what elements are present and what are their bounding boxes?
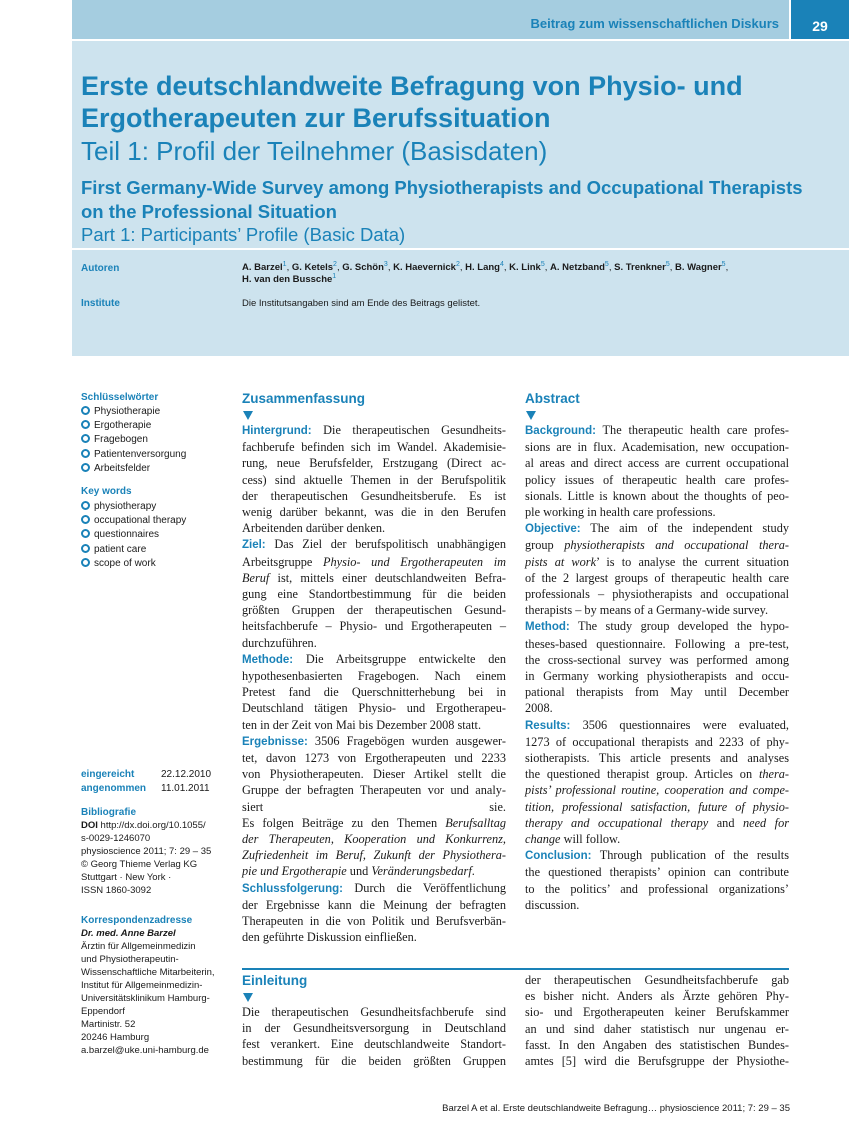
text-line xyxy=(525,864,789,880)
text-line xyxy=(525,831,789,847)
address-line: Wissenschaftliche Mitarbeiterin, xyxy=(81,967,215,978)
author-affiliation: 5 xyxy=(540,260,545,268)
doi-label: DOI xyxy=(81,820,98,831)
keyword-text: Fragebogen xyxy=(94,434,148,446)
author-name: G. Ketels xyxy=(291,262,334,273)
text-line xyxy=(525,554,789,570)
author-name: B. Wagner xyxy=(675,262,722,273)
body-text: cess) sind aktuelle Themen in der Berufspolitik xyxy=(242,472,506,487)
authors-list xyxy=(242,262,802,286)
text-line xyxy=(242,602,506,618)
body-text: the questioned therapist group. Articles on xyxy=(525,767,759,782)
italic-text: physiotherapists and occupational thera- xyxy=(564,538,789,553)
body-text: wenig darüber bekannt, was die in den Berufen xyxy=(242,505,506,520)
text-line xyxy=(242,700,506,716)
text-line: Die therapeutischen Gesundheitsfachberufe sind xyxy=(242,1005,506,1019)
keyword-text: Ergotherapie xyxy=(94,420,152,432)
body-text: Deutschland tätigen Physio- und Ergotherapeu- xyxy=(242,701,506,716)
bullet-icon xyxy=(81,529,90,538)
text-line xyxy=(242,536,506,553)
keyword-text: questionnaires xyxy=(94,529,160,541)
author-name: H. Lang xyxy=(465,262,500,273)
text-line xyxy=(242,635,506,651)
author-affiliation: 5 xyxy=(721,260,726,268)
bullet-icon xyxy=(81,449,90,458)
text-line xyxy=(242,554,506,570)
correspondence-heading: Korrespondenzadresse xyxy=(81,915,193,926)
italic-text: Physio- und Ergotherapeuten im xyxy=(322,554,506,569)
bullet-icon xyxy=(81,463,90,472)
bib-line: ISSN 1860-3092 xyxy=(81,885,152,896)
text-line xyxy=(242,439,506,455)
zusammenfassung-heading: Zusammenfassung xyxy=(242,391,366,406)
keyword-text: Patientenversorgung xyxy=(94,448,187,460)
section-label: Hintergrund: xyxy=(242,425,312,437)
bullet-icon xyxy=(81,515,90,524)
body-text: siert sie. xyxy=(242,799,506,814)
section-marker-icon xyxy=(243,993,253,1002)
text-line xyxy=(242,897,506,913)
keyword-item xyxy=(81,500,186,514)
text-line xyxy=(242,651,506,668)
text-line: an und sind daher statistisch nur ungenau er- xyxy=(525,1021,789,1036)
text-line xyxy=(525,750,789,766)
bullet-icon xyxy=(81,544,90,553)
body-text: 1273 of occupational therapists and 2233 of phy- xyxy=(525,734,789,749)
section-label: Beitrag zum wissenschaftlichen Diskurs xyxy=(530,16,779,31)
keyword-item xyxy=(81,543,186,557)
text-line xyxy=(242,422,506,439)
keyword-item xyxy=(81,405,186,419)
doi-value-2[interactable]: s-0029-1246070 xyxy=(81,833,151,844)
running-header xyxy=(72,0,849,41)
author-affiliation: 5 xyxy=(604,260,609,268)
body-text: rung, neue Berufsfelder, Erstzugang (Direct ac- xyxy=(242,456,506,471)
bibliography-block xyxy=(81,806,231,897)
body-text: the cross-sectional survey was performed among xyxy=(525,652,789,667)
author-separator: , xyxy=(544,262,551,273)
author-name: S. Trenkner xyxy=(614,262,666,273)
keyword-text: patient care xyxy=(94,543,147,555)
bibliography-heading: Bibliografie xyxy=(81,807,137,818)
body-text: gung eine Standortbestimmung für die beiden xyxy=(242,587,506,602)
body-text: group xyxy=(525,538,565,553)
text-line xyxy=(525,455,789,471)
keyword-item xyxy=(81,433,186,447)
text-line xyxy=(525,602,789,618)
body-text: ten in der Zeit von Mai bis Dezember 2008 statt. xyxy=(242,717,482,732)
keyword-item xyxy=(81,514,186,528)
title-german: Erste deutschlandweite Befragung von Physio- und Ergotherapeuten zur Berufssituation xyxy=(81,71,743,133)
body-text: 3506 Fragebögen wurden ausgewer- xyxy=(307,733,506,748)
body-text: größten Gruppen der therapeutischen Gesund- xyxy=(242,603,506,618)
bib-line: © Georg Thieme Verlag KG xyxy=(81,859,198,870)
body-text: Es folgen Beiträge zu den Themen xyxy=(242,815,446,830)
body-text: ’ is to analyse the current situation xyxy=(596,554,789,569)
section-label: Objective: xyxy=(525,523,581,536)
author-name: H. van den Bussche xyxy=(242,274,333,285)
text-line xyxy=(525,766,789,782)
body-text: Arbeitenden darüber denken. xyxy=(242,521,386,536)
text-line: fest verankert. Eine deutschlandweite Standort- xyxy=(242,1037,506,1052)
footer-citation: Barzel A et al. Erste deutschlandweite Befragung… physioscience 2011; 7: 29 – 35 xyxy=(442,1103,790,1114)
text-line xyxy=(525,537,789,553)
header-divider xyxy=(72,248,849,250)
text-line xyxy=(242,504,506,520)
author-affiliation: 5 xyxy=(665,260,670,268)
text-line xyxy=(525,520,789,537)
section-label: Schlussfolgerung: xyxy=(242,882,343,895)
bullet-icon xyxy=(81,434,90,443)
italic-text: Zufriedenheit im Beruf, Zukunft der Physiothera- xyxy=(242,848,506,863)
correspondence-block xyxy=(81,914,231,1057)
italic-text: pists’ professional routine, cooperation and compe- xyxy=(525,783,789,798)
submission-dates xyxy=(81,768,211,796)
body-text: durchzuführen. xyxy=(242,635,317,650)
text-line xyxy=(525,717,789,734)
text-line xyxy=(242,618,506,634)
section-label: Conclusion: xyxy=(525,850,592,863)
bib-line: Stuttgart · New York · xyxy=(81,872,172,883)
body-text: Die Arbeitsgruppe entwickelte den xyxy=(293,651,506,666)
text-line xyxy=(525,897,789,913)
body-text: sionals. Little is known about the thoughts of peo- xyxy=(525,488,789,503)
text-line xyxy=(242,668,506,684)
page-number: 29 xyxy=(789,0,849,39)
address-line: Ärztin für Allgemeinmedizin xyxy=(81,941,196,952)
body-text: 3506 questionnaires were evaluated, xyxy=(570,717,789,732)
accepted-label: angenommen xyxy=(81,783,147,794)
address-line: und Physiotherapeutin- xyxy=(81,954,179,965)
correspondence-name: Dr. med. Anne Barzel xyxy=(81,928,176,939)
body-text: will follow. xyxy=(560,832,621,847)
authors-line xyxy=(242,274,802,286)
author-separator: , xyxy=(608,262,615,273)
author-separator: , xyxy=(387,262,394,273)
keywords-en-list xyxy=(81,500,186,571)
author-name: K. Link xyxy=(509,262,541,273)
text-line xyxy=(525,439,789,455)
body-text: heitsfachberufe – Physio- und Ergotherapeuten – xyxy=(242,619,506,634)
text-line xyxy=(242,766,506,782)
body-text: The aim of the independent study xyxy=(580,521,789,536)
author-name: A. Netzband xyxy=(550,262,605,273)
author-separator: , xyxy=(336,262,343,273)
text-line xyxy=(242,717,506,733)
body-text: der Ergebnisse kann die Meinung der befragten xyxy=(242,897,506,912)
section-label: Methode: xyxy=(242,653,294,666)
intro-divider xyxy=(242,968,789,970)
italic-text: need for xyxy=(742,815,790,830)
institutes-label: Institute xyxy=(81,298,120,309)
section-marker-icon xyxy=(526,411,536,420)
address-line: Martinistr. 52 xyxy=(81,1019,136,1030)
body-text: and xyxy=(708,815,743,830)
text-line: es bisher nicht. Anders als Ärzte gehören Phy- xyxy=(525,989,789,1004)
body-text: 2008. xyxy=(525,701,553,716)
einleitung-right-column xyxy=(525,972,789,1069)
address-line: Institut für Allgemeinmedizin- xyxy=(81,980,203,991)
keyword-item xyxy=(81,419,186,433)
section-label: Results: xyxy=(525,719,571,732)
body-text: Die therapeutischen Gesundheits- xyxy=(311,423,506,437)
bullet-icon xyxy=(81,558,90,567)
author-separator: , xyxy=(725,262,729,273)
text-line xyxy=(242,815,506,831)
body-text: Through publication of the results xyxy=(591,848,789,863)
accepted-date: 11.01.2011 xyxy=(161,783,210,794)
body-text: professionals – physiotherapists and occupational xyxy=(525,587,789,602)
body-text: The therapeutic health care profes- xyxy=(595,423,789,437)
text-line xyxy=(525,881,789,897)
body-text: the questioned therapists’ opinion can contribute xyxy=(525,865,789,880)
body-text: fachberufe befinden sich im Wandel. Akademisie- xyxy=(242,440,506,455)
address-line: a.barzel@uke.uni-hamburg.de xyxy=(81,1045,209,1056)
body-text: sions are in flux. Academisation, new occupation- xyxy=(525,440,789,455)
body-text: of the 2 largest groups of therapeutic health care xyxy=(525,570,789,585)
section-marker-icon xyxy=(243,411,253,420)
address-line: Universitätsklinikum Hamburg- xyxy=(81,993,210,1004)
title-english: First Germany-Wide Survey among Physiotherapists and Occupational Therapists on the Professional Situation xyxy=(81,177,803,222)
text-line xyxy=(525,700,789,716)
text-line: bestimmung für die beiden größten Gruppen xyxy=(242,1053,506,1068)
section-label: Method: xyxy=(525,621,570,634)
text-line xyxy=(525,782,789,798)
text-line xyxy=(525,668,789,684)
text-line xyxy=(525,847,789,864)
text-line: der therapeutischen Gesundheitsfachberufe gab xyxy=(525,973,789,987)
text-line xyxy=(525,504,789,520)
text-line xyxy=(525,488,789,504)
text-line xyxy=(525,586,789,602)
text-line xyxy=(525,422,789,439)
author-separator: , xyxy=(286,262,292,273)
text-line xyxy=(242,733,506,750)
body-text: der therapeutischen Gesundheitsberufe. Es ist xyxy=(242,488,506,503)
text-line xyxy=(525,618,789,635)
text-line xyxy=(525,815,789,831)
keywords-en-heading: Key words xyxy=(81,486,132,497)
keywords-de-heading: Schlüsselwörter xyxy=(81,392,159,403)
body-text: Pretest fand die Querschnitterhebung bei in xyxy=(242,685,506,700)
institutes-note: Die Institutsangaben sind am Ende des Beitrags gelistet. xyxy=(242,298,481,309)
body-text: al areas and direct access are current occupational xyxy=(525,456,789,471)
author-separator: , xyxy=(669,262,676,273)
text-line xyxy=(242,586,506,602)
italic-text: therapy and occupational therapy xyxy=(525,815,709,830)
text-line xyxy=(242,799,506,815)
text-line xyxy=(525,636,789,652)
keyword-text: scope of work xyxy=(94,557,156,569)
text-line xyxy=(242,455,506,471)
body-text: siotherapists. This article presents and analyses xyxy=(525,751,789,766)
correspondence-address xyxy=(81,940,231,1057)
text-line xyxy=(242,880,506,897)
keyword-text: Arbeitsfelder xyxy=(94,462,151,474)
author-separator: , xyxy=(459,262,466,273)
body-text: hypothesenbasierten Fragebogen. Nach einem xyxy=(242,669,506,684)
bullet-icon xyxy=(81,501,90,510)
text-line xyxy=(242,472,506,488)
text-line xyxy=(525,472,789,488)
body-text: The study group developed the hypo- xyxy=(569,619,789,634)
einleitung-left-column xyxy=(242,1004,506,1069)
section-label: Background: xyxy=(525,425,596,437)
received-label: eingereicht xyxy=(81,769,135,780)
body-text: Das Ziel der berufspolitisch unabhängigen xyxy=(265,537,506,552)
text-line xyxy=(242,782,506,798)
author-name: G. Schön xyxy=(342,262,384,273)
text-line xyxy=(525,799,789,815)
body-text: . xyxy=(471,864,475,879)
author-affiliation: 3 xyxy=(383,260,388,268)
body-text: in Germany working physiotherapists and occu- xyxy=(525,669,789,684)
text-line xyxy=(242,831,506,847)
text-line xyxy=(242,929,506,945)
text-line xyxy=(242,863,506,879)
body-text: den geführte Diskussion einfließen. xyxy=(242,930,417,945)
text-line: sio- und Ergotherapeuten keiner Berufskammer xyxy=(525,1005,789,1020)
author-affiliation: 2 xyxy=(333,260,337,268)
bullet-icon xyxy=(81,406,90,415)
authors-line xyxy=(242,262,802,274)
subtitle-german: Teil 1: Profil der Teilnehmer (Basisdaten) xyxy=(81,136,548,166)
einleitung-heading: Einleitung xyxy=(242,973,308,988)
zusammenfassung-body xyxy=(242,422,506,946)
body-text: Gruppe der befragten Therapeuten vor und analy- xyxy=(242,783,506,798)
text-line xyxy=(242,684,506,700)
body-text: ist, mittels einer deutschlandweiten Befra- xyxy=(269,570,506,585)
italic-text: pie und Ergotherapie xyxy=(242,864,347,879)
author-affiliation: 2 xyxy=(455,260,460,268)
body-text: Durch die Veröffentlichung xyxy=(342,880,506,895)
text-line xyxy=(242,520,506,536)
italic-text: tition, professional satisfaction, future of physio- xyxy=(525,799,789,814)
bib-line: physioscience 2011; 7: 29 – 35 xyxy=(81,846,212,857)
keyword-item xyxy=(81,448,186,462)
author-affiliation: 1 xyxy=(332,272,337,280)
text-line: amtes [5] wird die Berufsgruppe der Physiothe- xyxy=(525,1054,789,1069)
doi-value-1[interactable]: http://dx.doi.org/10.1055/ xyxy=(100,820,206,831)
text-line xyxy=(525,570,789,586)
text-line xyxy=(525,734,789,750)
body-text: discussion. xyxy=(525,897,580,912)
section-label: Ziel: xyxy=(242,539,266,552)
italic-text: thera- xyxy=(758,767,789,782)
section-label: Ergebnisse: xyxy=(242,735,308,748)
keyword-text: occupational therapy xyxy=(94,515,187,527)
italic-text: Veränderungsbedarf xyxy=(371,864,472,879)
keyword-text: physiotherapy xyxy=(94,501,157,512)
italic-text: Beruf xyxy=(242,570,270,585)
body-text: Arbeitsgruppe xyxy=(242,554,323,569)
body-text: to the politics’ and professional organizations’ xyxy=(525,881,789,896)
authors-label: Autoren xyxy=(81,263,120,274)
body-text: policy issues of therapeutic health care profes- xyxy=(525,472,789,487)
subtitle-english: Part 1: Participants’ Profile (Basic Data) xyxy=(81,224,406,245)
author-name: A. Barzel xyxy=(242,262,283,273)
doi-line-1 xyxy=(81,819,231,832)
author-affiliation: 1 xyxy=(282,260,287,268)
text-line xyxy=(242,750,506,766)
italic-text: der Therapeuten, Kooperation und Konkurrenz, xyxy=(242,832,506,847)
author-affiliation: 4 xyxy=(499,260,504,268)
text-line xyxy=(242,488,506,504)
body-text: theses-based questionnaire. Following a pre-test, xyxy=(525,636,789,651)
text-line xyxy=(525,684,789,700)
keywords-de-list xyxy=(81,405,186,476)
body-text: von Physiotherapeuten. Dieser Artikel stellt die xyxy=(242,767,506,782)
italic-text: change xyxy=(525,832,561,847)
keyword-item xyxy=(81,557,186,571)
text-line xyxy=(242,913,506,929)
body-text: pational therapists from May until December xyxy=(525,685,789,700)
body-text: therapists – by means of a Germany-wide survey. xyxy=(525,603,769,618)
italic-text: pists at work xyxy=(525,554,597,569)
address-line: Eppendorf xyxy=(81,1006,125,1017)
keyword-item xyxy=(81,462,186,476)
text-line xyxy=(242,847,506,863)
author-name: K. Haevernick xyxy=(393,262,456,273)
author-separator: , xyxy=(503,262,510,273)
keyword-item xyxy=(81,528,186,542)
body-text: und xyxy=(346,864,372,879)
address-line: 20246 Hamburg xyxy=(81,1032,150,1043)
body-text: Therapeuten in die von Politik und Berufsverbän- xyxy=(242,914,506,929)
text-line xyxy=(242,570,506,586)
bullet-icon xyxy=(81,420,90,429)
keyword-text: Physiotherapie xyxy=(94,406,161,417)
italic-text: Berufsalltag xyxy=(445,815,506,830)
received-date: 22.12.2010 xyxy=(161,769,212,780)
body-text: tet, davon 1273 von Ergotherapeuten und 2233 xyxy=(242,751,506,766)
text-line xyxy=(525,652,789,668)
text-line: fasst. In den Angaben des statistischen Bundes- xyxy=(525,1037,789,1052)
abstract-heading: Abstract xyxy=(525,391,580,406)
text-line: in der Gesundheitsversorgung in Deutschland xyxy=(242,1021,506,1036)
abstract-body xyxy=(525,422,789,913)
body-text: ple working in health care professions. xyxy=(525,505,716,520)
